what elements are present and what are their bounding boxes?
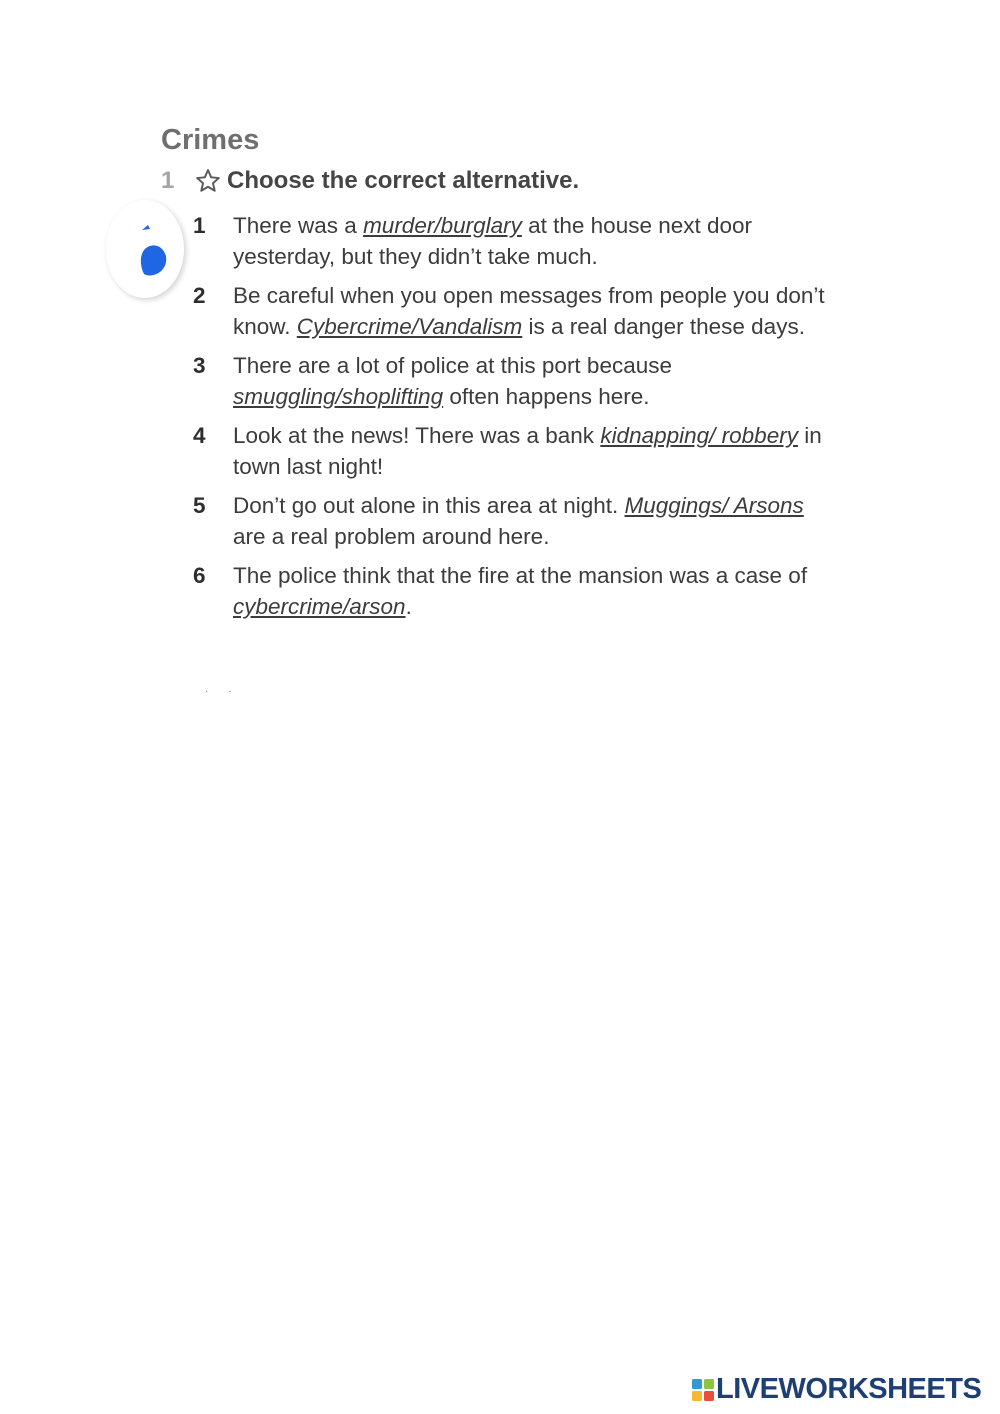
choice-option[interactable]: Cybercrime/Vandalism [296,314,523,339]
list-item [193,210,833,272]
choice-option[interactable]: smuggling/shoplifting [233,384,444,409]
item-text [233,560,833,622]
item-text-after: in town last night! [233,423,822,479]
choice-option[interactable]: kidnapping/ robbery [600,423,798,448]
item-text-before: There was a [233,213,364,238]
list-item [193,420,833,482]
item-text-after: often happens here. [443,384,650,409]
item-number: 4 [193,423,206,448]
item-text-before: Look at the news! There was a bank [233,423,601,448]
choice-option[interactable]: Muggings/ Arsons [624,493,804,518]
item-text-before: Be careful when you open messages from people you don’t know. [233,283,825,339]
item-number: 2 [193,283,206,308]
item-text [233,350,833,412]
liveworksheets-logo[interactable] [692,1373,981,1406]
item-text-before: There are a lot of police at this port because [233,353,673,378]
item-text [233,210,833,272]
item-text [233,280,833,342]
list-item [193,490,833,552]
items-list [193,210,833,630]
choice-option[interactable]: murder/burglary [363,213,522,238]
exercise-number: 1 [161,167,175,194]
item-text-after: is a real danger these days. [522,314,805,339]
choice-option[interactable]: cybercrime/arson [233,594,406,619]
exercise-instruction: Choose the correct alternative. [227,167,580,194]
exercise-heading [161,167,579,195]
item-number: 3 [193,353,206,378]
list-item [193,280,833,342]
item-text [233,420,833,482]
list-item [193,560,833,622]
list-item [193,350,833,412]
liveworksheets-logo-icon [692,1379,714,1401]
item-number: 6 [193,563,206,588]
star-outline-icon [195,168,221,194]
logo-text: LIVEWORKSHEETS [716,1373,982,1405]
exercise-widget[interactable] [106,200,184,298]
item-text-after: are a real problem around here. [233,524,550,549]
item-text-before: The police think that the fire at the mansion was a case of [233,563,808,588]
item-number: 5 [193,493,206,518]
item-text-after: at the house next door yesterday, but they didn’t take much. [233,213,753,269]
item-text [233,490,833,552]
stray-dots: ·· [205,686,252,697]
item-text-after: . [405,594,412,619]
section-title: Crimes [161,124,260,156]
item-text-before: Don’t go out alone in this area at night. [233,493,625,518]
item-number: 1 [193,213,206,238]
